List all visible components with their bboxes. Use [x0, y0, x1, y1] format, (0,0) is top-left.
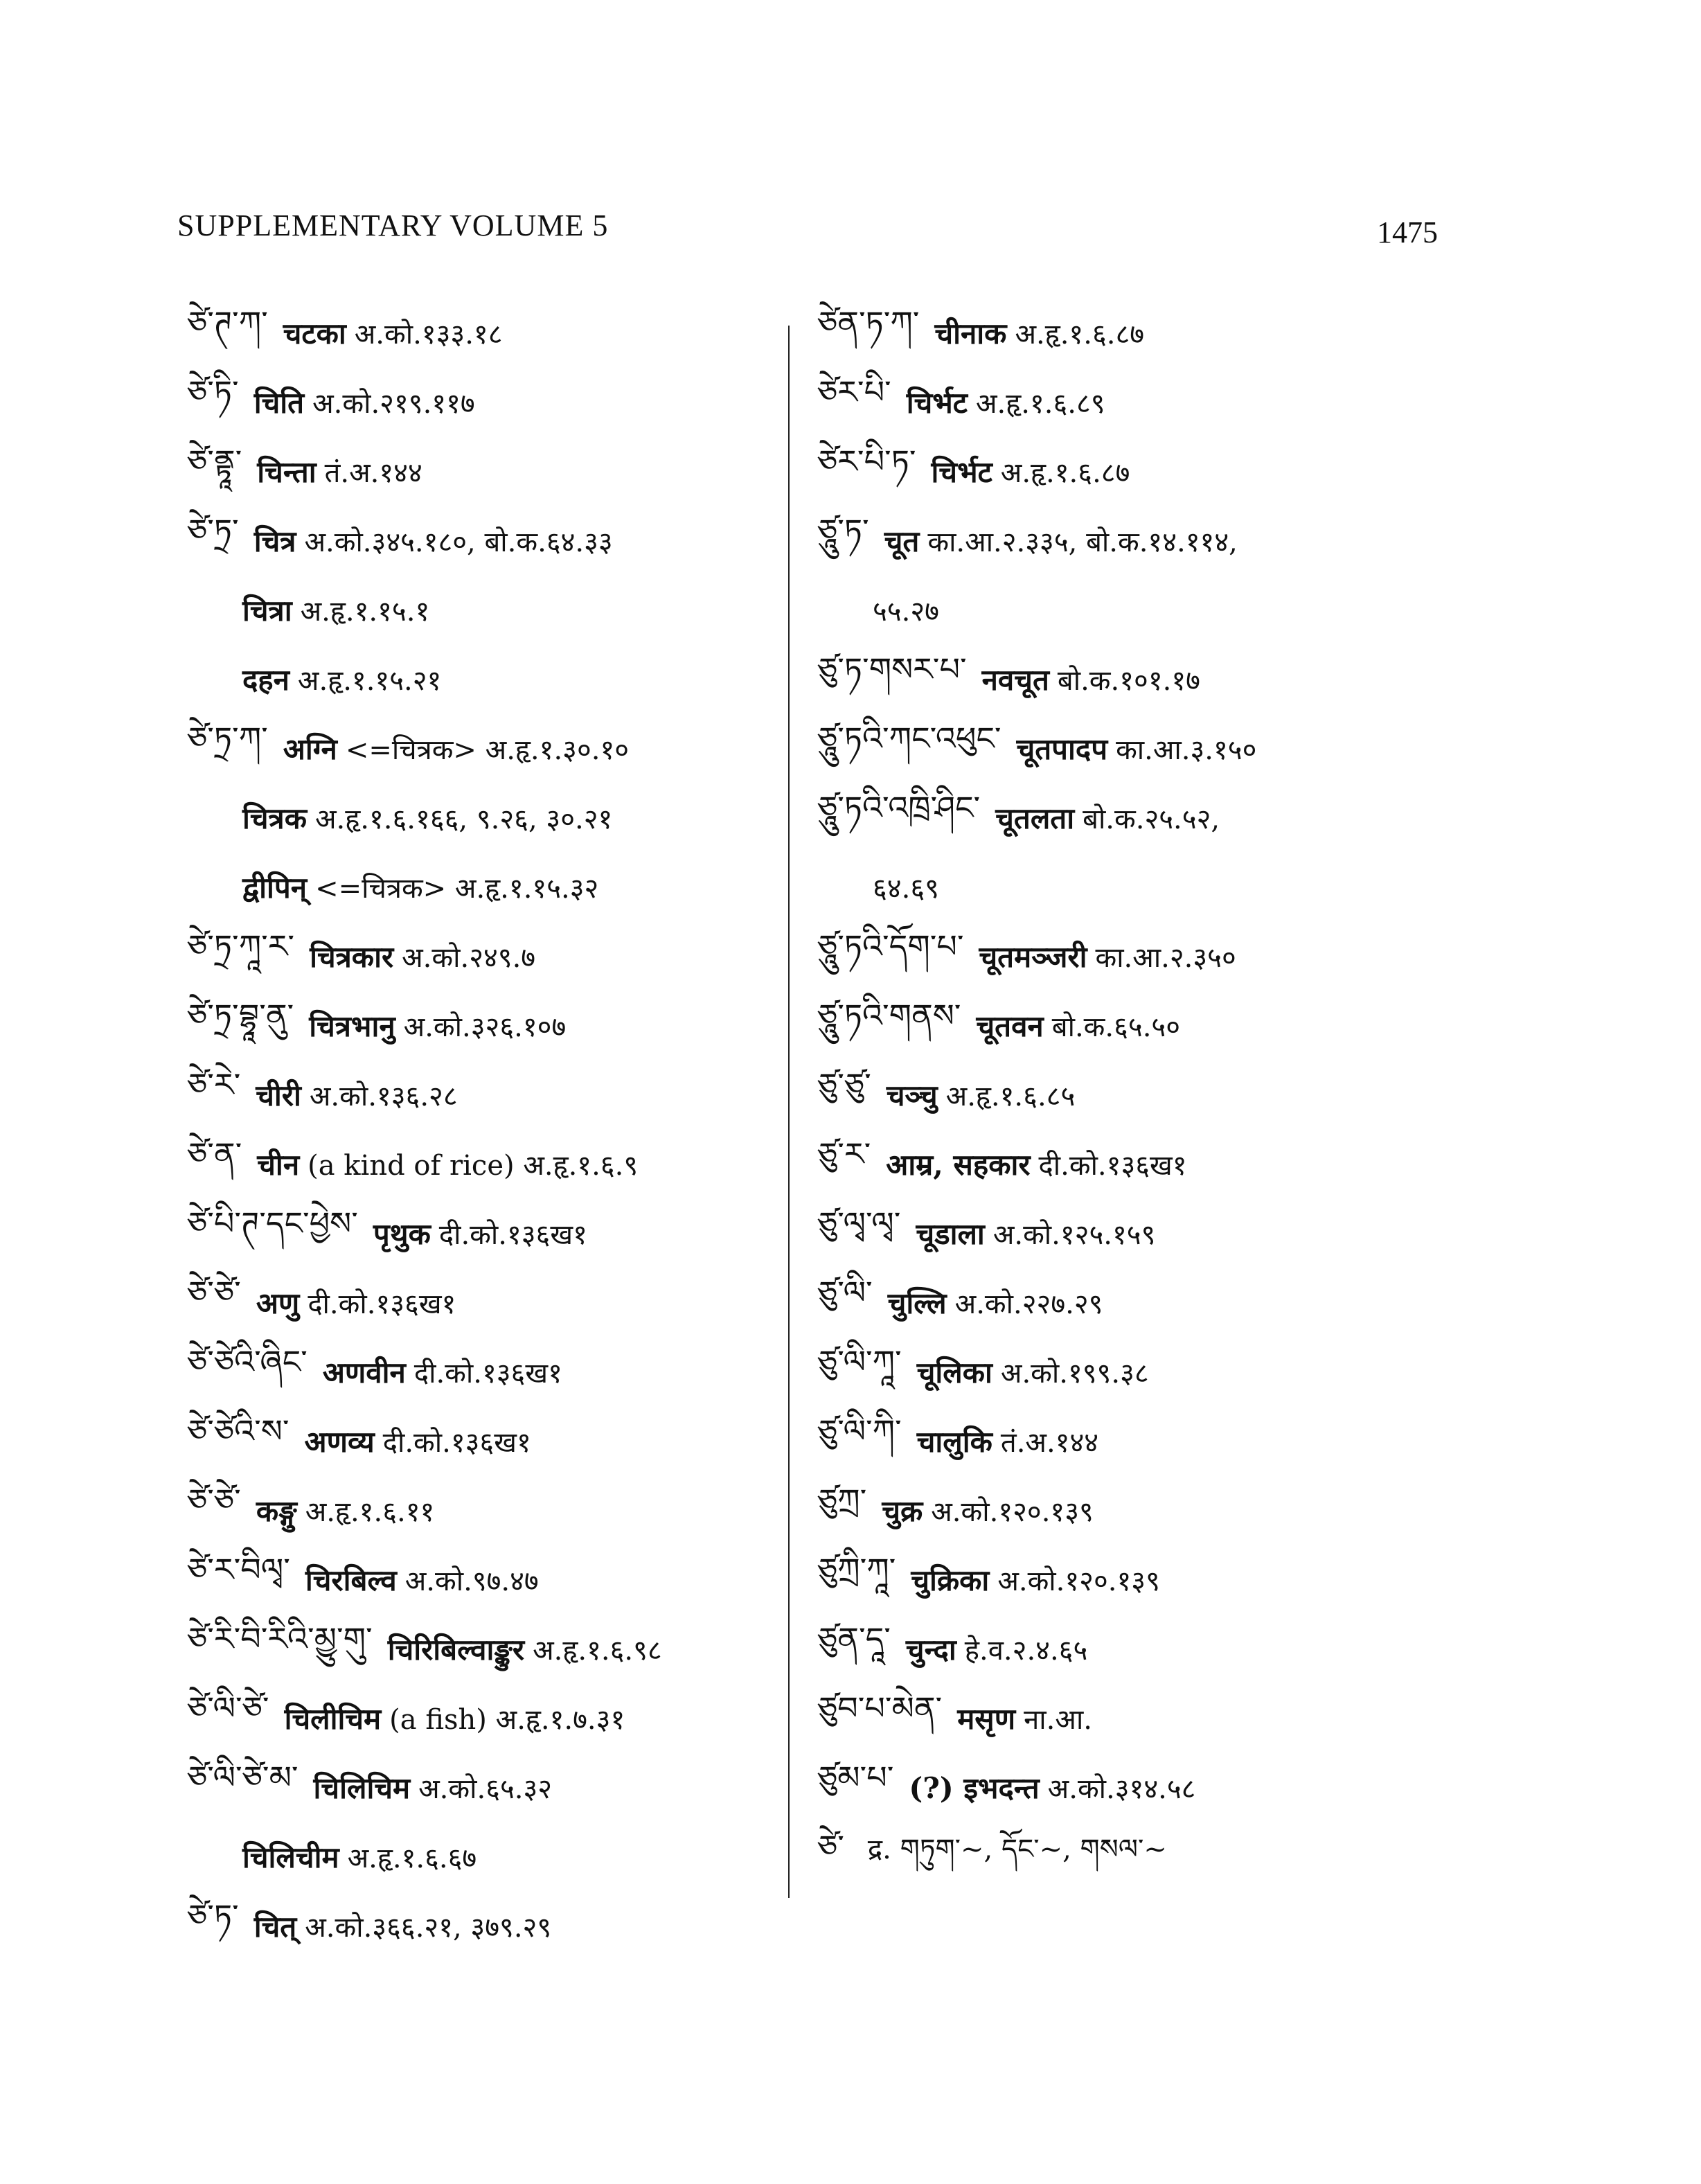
tibetan-headword: ཙེ་ཏི་ — [187, 373, 239, 411]
sanskrit-equivalent: चिति — [253, 385, 305, 420]
sanskrit-equivalent: चिलीचिम — [284, 1701, 382, 1736]
source-reference-continued: ५५.२७ — [873, 595, 939, 628]
sanskrit-equivalent: चूलिका — [916, 1355, 992, 1390]
dictionary-entry — [817, 298, 1454, 367]
tibetan-headword: ཙུ་ལི་ཀི་ — [817, 1412, 902, 1450]
page-number: 1475 — [1377, 215, 1438, 249]
dictionary-entry — [817, 436, 1454, 506]
tibetan-headword: ཙེ་ཙེའི་ས་ — [187, 1412, 290, 1450]
sanskrit-equivalent: दहन — [242, 662, 290, 697]
source-reference: अ.हृ.१.६.१६६, ९.२६, ३०.२१ — [315, 803, 613, 835]
sanskrit-equivalent: अणवीन — [322, 1355, 406, 1390]
source-reference: अ.को.६५.३२ — [418, 1773, 553, 1805]
sanskrit-equivalent: चित्रभानु — [309, 1009, 395, 1043]
tibetan-headword: ཙེ་ཙེ་ — [187, 1481, 241, 1519]
dictionary-entry — [187, 506, 796, 575]
tibetan-headword: ཙུ་ལི་ — [817, 1273, 873, 1311]
sanskrit-equivalent: चूत — [884, 524, 920, 558]
dictionary-entry — [187, 436, 796, 506]
sanskrit-equivalent: चिलिचीम — [242, 1840, 339, 1874]
source-reference: अ.को.१३६.२८ — [309, 1080, 458, 1112]
sanskrit-equivalent: (?) इभदन्त — [909, 1770, 1040, 1805]
sanskrit-equivalent: चिर्भट — [931, 454, 992, 489]
dictionary-entry — [187, 1545, 796, 1614]
sanskrit-equivalent: चिरबिल्व — [305, 1563, 397, 1597]
source-reference: दी.को.१३६ख१ — [382, 1426, 531, 1459]
sanskrit-equivalent: चिन्ता — [257, 454, 317, 489]
sanskrit-equivalent: मसृण — [957, 1701, 1016, 1736]
tibetan-headword: ཙུན་དཱ་ — [817, 1619, 891, 1658]
source-reference: अ.को.१२५.१५९ — [992, 1218, 1156, 1251]
source-reference: ना.आ. — [1024, 1703, 1092, 1736]
source-reference: अ.हृ.१.६.८७ — [1000, 456, 1130, 489]
tibetan-headword: ཙེ་ཏྲ་ཀཱ་ར་ — [187, 927, 295, 965]
dictionary-entry — [187, 1891, 796, 1960]
tibetan-headword: ཙེ་ — [817, 1827, 844, 1865]
source-reference: अ.को.९७.४७ — [404, 1565, 539, 1597]
source-reference: अ.को.३४५.१८०, बो.क.६४.३३ — [304, 526, 613, 558]
dictionary-entry — [187, 1129, 796, 1198]
dictionary-entry — [187, 1198, 796, 1268]
sanskrit-equivalent: चूतमञ्जरी — [979, 939, 1087, 974]
source-reference: अ.हृ.१.६.६७ — [347, 1842, 477, 1874]
sanskrit-equivalent: पृथुक — [373, 1216, 431, 1251]
tibetan-headword: ཙེ་རེ་ — [187, 1065, 241, 1103]
tibetan-headword: ཙུཀྲ་ — [817, 1481, 867, 1519]
tibetan-headword: ཙེ་ཏ་ — [187, 1897, 239, 1935]
source-reference: अ.को.२१९.११७ — [312, 387, 475, 420]
source-reference: (a fish) अ.हृ.१.७.३१ — [389, 1703, 625, 1736]
dictionary-entry — [187, 1268, 796, 1337]
sanskrit-equivalent: चीनाक — [934, 316, 1007, 350]
sanskrit-equivalent: चिरिबिल्वाङ्कुर — [387, 1632, 525, 1667]
source-reference: का.आ.३.१५० — [1116, 734, 1257, 766]
source-reference: का.आ.२.३३५, बो.क.१४.११४, — [927, 526, 1238, 558]
dictionary-entry — [817, 1337, 1454, 1406]
dictionary-entry — [187, 1406, 796, 1475]
dictionary-entry — [817, 1545, 1454, 1614]
tibetan-headword: ཙེ་ཏྲ་བྷཱ་ནུ་ — [187, 996, 294, 1034]
tibetan-headword: ཙེ་ཙེ་ — [187, 1273, 241, 1311]
tibetan-headword: ཙཱུ་ཏའི་གནས་ — [817, 996, 961, 1034]
sanskrit-equivalent: चुक्रिका — [911, 1563, 990, 1597]
dictionary-entry — [187, 921, 796, 991]
tibetan-headword: ཙཱུ་ཏའི་ཀང་འཕུང་ — [817, 719, 1001, 757]
sanskrit-equivalent: चूतपादप — [1016, 731, 1108, 766]
source-reference: अ.हृ.१.६.११ — [305, 1495, 435, 1528]
source-reference: अ.हृ.१.६.८९ — [975, 387, 1105, 420]
dictionary-entry — [817, 1822, 1454, 1891]
source-reference: अ.हृ.१.६.९८ — [533, 1634, 662, 1667]
source-reference: का.आ.२.३५० — [1095, 941, 1236, 974]
dictionary-entry — [187, 1475, 796, 1545]
source-reference: अ.को.१२०.१३९ — [931, 1495, 1094, 1528]
dictionary-entry — [187, 713, 796, 783]
sanskrit-equivalent: नवचूत — [981, 662, 1049, 697]
dictionary-entry — [817, 783, 1454, 921]
tibetan-headword: ཙུ་ལི་ཀཱ་ — [817, 1342, 902, 1380]
tibetan-headword: ཙེར་པི་ཏ་ — [817, 442, 916, 480]
source-reference: बो.क.६५.५० — [1051, 1011, 1181, 1043]
dictionary-subentry — [187, 575, 796, 644]
sanskrit-equivalent: चञ्चु — [886, 1078, 938, 1112]
dictionary-entry — [817, 713, 1454, 783]
source-reference: अ.को.२४९.७ — [402, 941, 536, 974]
dictionary-entry — [817, 1268, 1454, 1337]
source-reference: अ.को.१९९.३८ — [1000, 1357, 1149, 1390]
source-reference: अ.को.३२६.१०७ — [403, 1011, 567, 1043]
tibetan-headword: ཙེན་ཏ་ཀ་ — [817, 303, 920, 341]
tibetan-headword: ཙེ་ཊ་ཀ་ — [187, 303, 268, 341]
sanskrit-equivalent: चित्रा — [242, 593, 292, 628]
right-column — [817, 298, 1454, 1891]
tibetan-headword: ཙཱུ་ཏའི་འཁྲི་ཤིང་ — [817, 788, 981, 826]
tibetan-headword: ཙཱུ་ཏ་ — [817, 511, 869, 549]
sanskrit-equivalent: चित्रकार — [310, 939, 394, 974]
source-reference-continued: ६४.६९ — [873, 872, 939, 905]
source-reference: अ.को.३६६.२१, ३७९.२९ — [305, 1911, 552, 1944]
dictionary-subentry — [187, 1822, 796, 1891]
dictionary-entry — [817, 644, 1454, 713]
dictionary-entry — [187, 1683, 796, 1752]
source-reference: अ.हृ.१.६.८५ — [945, 1080, 1076, 1112]
page-header — [177, 208, 1438, 249]
source-reference: अ.हृ.१.१५.२१ — [297, 664, 442, 697]
sanskrit-equivalent: आम्र, सहकार — [886, 1147, 1031, 1182]
source-reference: <=चित्रक> अ.हृ.१.१५.३२ — [315, 872, 599, 905]
tibetan-headword: ཙུ་ཏ་གསར་པ་ — [817, 650, 967, 688]
dictionary-entry — [817, 1683, 1454, 1752]
tibetan-headword: ཙེ་ར་བིལྭ་ — [187, 1550, 290, 1588]
left-column — [187, 298, 796, 1960]
source-reference: दी.को.१३६ख१ — [413, 1357, 562, 1390]
source-reference: अ.को.२२७.२९ — [954, 1288, 1103, 1320]
dictionary-entry — [187, 367, 796, 436]
dictionary-entry — [817, 1752, 1454, 1822]
source-reference: <=चित्रक> अ.हृ.१.३०.१० — [345, 734, 630, 766]
tibetan-headword: ཙེ་ཙེའི་ཞིང་ — [187, 1342, 308, 1380]
dictionary-entry — [817, 506, 1454, 644]
sanskrit-equivalent: चालुकि — [916, 1424, 992, 1459]
source-reference: बो.क.२५.५२, — [1083, 803, 1220, 835]
dictionary-entry — [817, 991, 1454, 1060]
tibetan-headword: ཙེ་ཏྲ་ཀ་ — [187, 719, 268, 757]
sanskrit-equivalent: चुन्दा — [905, 1632, 956, 1667]
source-reference: दी.को.१३६ख१ — [1038, 1149, 1187, 1182]
sanskrit-equivalent: चुल्लि — [887, 1286, 947, 1320]
dictionary-entry — [187, 1060, 796, 1129]
source-reference: अ.को.३१४.५८ — [1047, 1773, 1196, 1805]
tibetan-headword: ཙེ་ལི་ཙེ་ — [187, 1689, 269, 1727]
sanskrit-equivalent: चित् — [253, 1909, 297, 1944]
dictionary-entry — [817, 1475, 1454, 1545]
running-head: SUPPLEMENTARY VOLUME 5 — [177, 208, 609, 242]
sanskrit-equivalent: चुक्र — [882, 1493, 923, 1528]
source-reference: (a kind of rice) अ.हृ.१.६.९ — [308, 1149, 639, 1182]
tibetan-headword: ཙེར་པི་ — [817, 373, 891, 411]
sanskrit-equivalent: चटका — [283, 316, 346, 350]
source-reference: अ.हृ.१.६.८७ — [1015, 318, 1145, 350]
sanskrit-equivalent: चूडाला — [916, 1216, 985, 1251]
source-reference: अ.को.१३३.१८ — [354, 318, 503, 350]
column-divider — [788, 326, 790, 1898]
dictionary-entry — [187, 1337, 796, 1406]
source-reference: बो.क.१०१.१७ — [1057, 664, 1200, 697]
tibetan-headword: ཙེ་པི་ཊ་དང་ཕྱེས་ — [187, 1204, 358, 1242]
dictionary-entry — [817, 1614, 1454, 1683]
dictionary-entry — [817, 921, 1454, 991]
dictionary-entry — [817, 1060, 1454, 1129]
sanskrit-equivalent: अणु — [256, 1286, 300, 1320]
source-reference: दी.को.१३६ख१ — [438, 1218, 587, 1251]
tibetan-headword: ཙེ་རི་བི་རིའི་མྱུ་གུ་ — [187, 1619, 373, 1658]
tibetan-headword: ཙུཀྲི་ཀཱ་ — [817, 1550, 896, 1588]
dictionary-subentry — [187, 644, 796, 713]
source-reference: तं.अ.१४४ — [324, 456, 422, 489]
tibetan-headword: ཙུ་ར་ — [817, 1135, 871, 1173]
tibetan-headword: ཙེ་ཏྲ་ — [187, 511, 239, 549]
sanskrit-equivalent: चीरी — [256, 1078, 301, 1112]
dictionary-entry — [187, 1752, 796, 1822]
tibetan-headword: ཙུ་ཙུ་ — [817, 1065, 871, 1103]
sanskrit-equivalent: अग्नि — [283, 731, 337, 766]
source-reference: तं.अ.१४४ — [1000, 1426, 1099, 1459]
tibetan-headword: ཙེ་ལི་ཙེ་མ་ — [187, 1758, 299, 1796]
dictionary-entry — [187, 1614, 796, 1683]
sanskrit-equivalent: कङ्गु — [256, 1493, 297, 1528]
tibetan-headword: ཙུམ་པ་ — [817, 1758, 894, 1796]
source-reference: अ.को.१२०.१३९ — [997, 1565, 1160, 1597]
sanskrit-equivalent: चित्रक — [242, 801, 307, 835]
sanskrit-equivalent: चिलिचिम — [313, 1770, 411, 1805]
tibetan-headword: ཙུ་ལྭ་ལྭ་ — [817, 1204, 901, 1242]
tibetan-headword: ཙཱུ་ཏའི་དོག་པ་ — [817, 927, 964, 965]
source-reference: हे.व.२.४.६५ — [964, 1634, 1088, 1667]
dictionary-entry — [817, 1198, 1454, 1268]
sanskrit-equivalent: द्वीपिन् — [242, 870, 308, 905]
dictionary-entry — [187, 991, 796, 1060]
dictionary-subentry — [187, 783, 796, 852]
cross-reference: द्र. གཏུག་~, དོང་~, གསལ་~ — [867, 1833, 1167, 1865]
tibetan-headword: ཙེ་ནྟཱ་ — [187, 442, 242, 480]
sanskrit-equivalent: चित्र — [253, 524, 296, 558]
sanskrit-equivalent: चूतलता — [995, 801, 1075, 835]
tibetan-headword: ཙེ་ན་ — [187, 1135, 242, 1173]
tibetan-headword: ཙུབ་པ་མེན་ — [817, 1689, 943, 1727]
sanskrit-equivalent: चूतवन — [976, 1009, 1044, 1043]
source-reference: अ.हृ.१.१५.१ — [300, 595, 430, 628]
sanskrit-equivalent: चिर्भट — [906, 385, 968, 420]
dictionary-entry — [187, 298, 796, 367]
dictionary-subentry — [187, 852, 796, 921]
source-reference: दी.को.१३६ख१ — [308, 1288, 456, 1320]
sanskrit-equivalent: चीन — [257, 1147, 300, 1182]
dictionary-entry — [817, 1406, 1454, 1475]
dictionary-entry — [817, 367, 1454, 436]
sanskrit-equivalent: अणव्य — [304, 1424, 375, 1459]
dictionary-entry — [817, 1129, 1454, 1198]
